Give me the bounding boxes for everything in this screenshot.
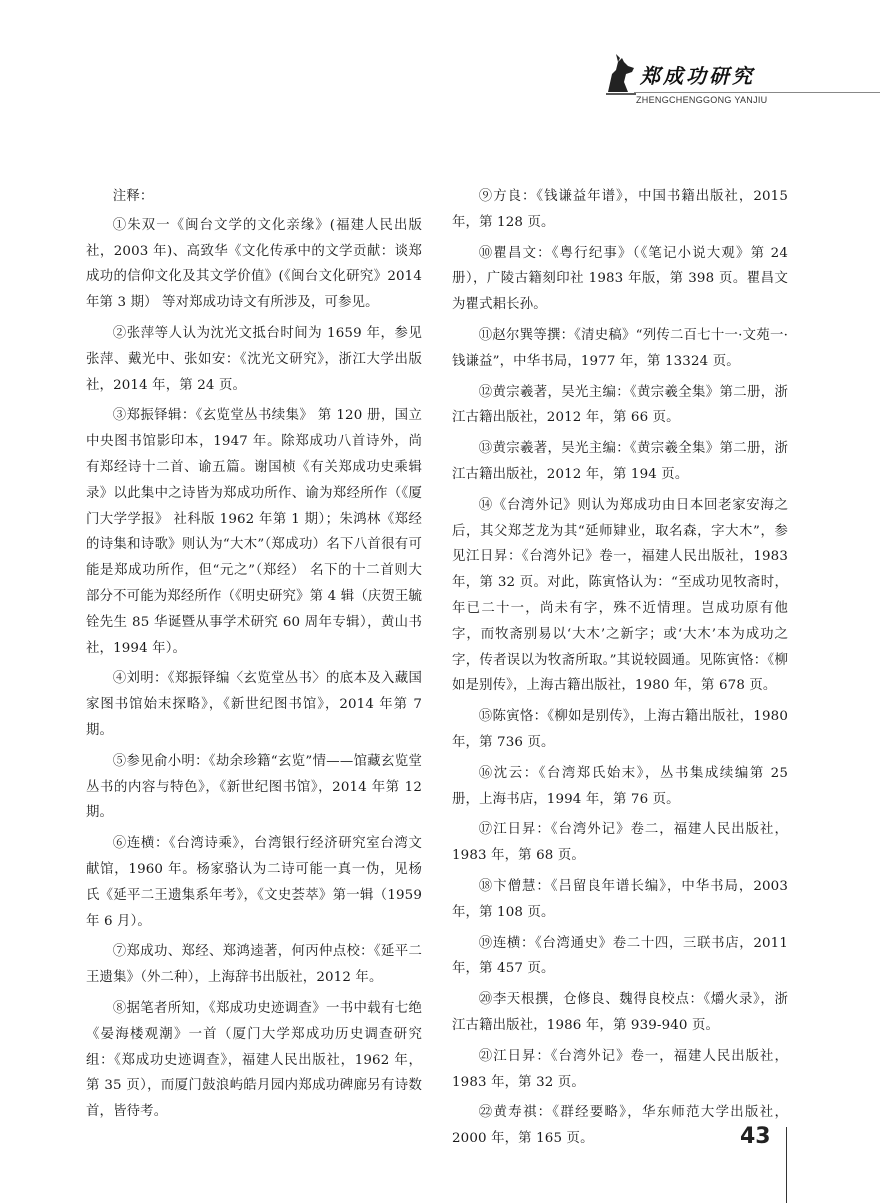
horse-rider-logo-icon [604, 52, 638, 96]
left-column [86, 184, 422, 1130]
note-19: ⑲连横：《台湾通史》卷二十四，三联书店，2011 年，第 457 页。 [452, 935, 788, 977]
note-2: ②张萍等人认为沈光文抵台时间为 1659 年，参见张萍、戴光中、张如安：《沈光文研究》，浙江大学出版社，2014 年，第 24 页。 [86, 325, 422, 393]
right-column [452, 184, 788, 1157]
note-14: ⑭《台湾外记》则认为郑成功由日本回老家安海之后，其父郑芝龙为其“延师肄业，取名森，字大木”，参见江日昇：《台湾外记》卷一，福建人民出版社，1983 年，第 32 页。对此，陈寅恪认为：“至成功见牧斋时，年已二十一，尚未有字，殊不近情理。岂成功原有他字，而牧斋别易以‘大木’之新字；或‘大木’本为成功之字，传者误以为牧斋所取。”其说较圆通。见陈寅恪：《柳如是别传》，上海古籍出版社，1980 年，第 678 页。 [452, 497, 788, 694]
note-13: ⑬黄宗羲著，吴光主编：《黄宗羲全集》第二册，浙江古籍出版社，2012 年，第 194 页。 [452, 441, 788, 482]
note-11: ⑪赵尔巽等撰：《清史稿》“列传二百七十一·文苑一·钱谦益”，中华书局，1977 年，第 13324 页。 [452, 327, 788, 369]
journal-subtitle: ZHENGCHENGGONG YANJIU [636, 95, 768, 105]
page-number-rule [786, 1127, 787, 1203]
journal-title: 郑成功研究 [640, 64, 755, 88]
note-7: ⑦郑成功、郑经、郑鸿逵著，何丙仲点校：《延平二王遗集》（外二种），上海辞书出版社，2012 年。 [86, 944, 422, 986]
note-9: ⑨方良：《钱谦益年谱》，中国书籍出版社，2015 年，第 128 页。 [452, 189, 788, 230]
note-4: ④刘明：《郑振铎编〈玄览堂丛书〉的底本及入藏国家图书馆始末探略》，《新世纪图书馆》，2014 年第 7 期。 [86, 671, 422, 738]
note-6: ⑥连横：《台湾诗乘》，台湾银行经济研究室台湾文献馆，1960 年。杨家骆认为二诗可能一真一伪，见杨氏《延平二王遗集系年考》，《文史荟萃》第一辑（1959 年 6 月）。 [86, 836, 422, 929]
note-22: ㉒黄寿祺：《群经要略》，华东师范大学出版社，2000 年，第 165 页。 [452, 1105, 788, 1147]
header-rule [634, 92, 880, 93]
journal-header [600, 52, 880, 112]
note-20: ⑳李天根撰，仓修良、魏得良校点：《爝火录》，浙江古籍出版社，1986 年，第 939-940 页。 [452, 992, 788, 1033]
note-17: ⑰江日昇：《台湾外记》卷二，福建人民出版社，1983 年，第 68 页。 [452, 822, 788, 864]
page-number: 43 [740, 1124, 771, 1149]
note-16: ⑯沈云：《台湾郑氏始末》，丛书集成续编第 25 册，上海书店，1994 年，第 76 页。 [452, 765, 788, 807]
note-18: ⑱卞僧慧：《吕留良年谱长编》，中华书局，2003 年，第 108 页。 [452, 878, 788, 920]
notes-heading: 注释： [112, 189, 154, 204]
note-1: ①朱双一《闽台文学的文化亲缘》(福建人民出版社，2003 年)、高致华《文化传承中的文学贡献：谈郑成功的信仰文化及其文学价值》(《闽台文化研究》2014 年第 3 期） 等对郑成功诗文有所涉及，可参见。 [86, 217, 422, 311]
note-10: ⑩瞿昌文：《粤行纪事》（《笔记小说大观》第 24 册），广陵古籍刻印社 1983 年版，第 398 页。瞿昌文为瞿式耜长孙。 [452, 245, 788, 313]
note-8: ⑧据笔者所知，《郑成功史迹调查》一书中载有七绝《晏海楼观潮》一首（厦门大学郑成功历史调查研究组：《郑成功史迹调查》，福建人民出版社，1962 年，第 35 页），而厦门鼓浪屿皓月园内郑成功碑廊另有诗数首，皆待考。 [86, 1000, 422, 1120]
note-12: ⑫黄宗羲著，吴光主编：《黄宗羲全集》第二册，浙江古籍出版社，2012 年，第 66 页。 [452, 384, 788, 426]
note-5: ⑤参见俞小明：《劫余珍籍“玄览”情——馆藏玄览堂丛书的内容与特色》，《新世纪图书馆》，2014 年第 12 期。 [86, 753, 422, 821]
note-3: ③郑振铎辑：《玄览堂丛书续集》 第 120 册，国立中央图书馆影印本，1947 年。除郑成功八首诗外，尚有郑经诗十二首、谕五篇。谢国桢《有关郑成功史乘辑录》以此集中之诗皆为郑成功所作、谕为郑经所作（《厦门大学学报》 社科版 1962 年第 1 期）；朱鸿林《郑经的诗集和诗歌》则认为“大木”（郑成功）名下八首很有可能是郑成功所作，但“元之”（郑经） 名下的十二首则大部分不可能为郑经所作（《明史研究》第 4 辑（庆贺王毓铨先生 85 华诞暨从事学术研究 60 周年专辑），黄山书社，1994 年）。 [86, 408, 422, 656]
note-21: ㉑江日昇：《台湾外记》卷一，福建人民出版社，1983 年，第 32 页。 [452, 1048, 788, 1090]
note-15: ⑮陈寅恪：《柳如是别传》，上海古籍出版社，1980 年，第 736 页。 [452, 709, 788, 750]
